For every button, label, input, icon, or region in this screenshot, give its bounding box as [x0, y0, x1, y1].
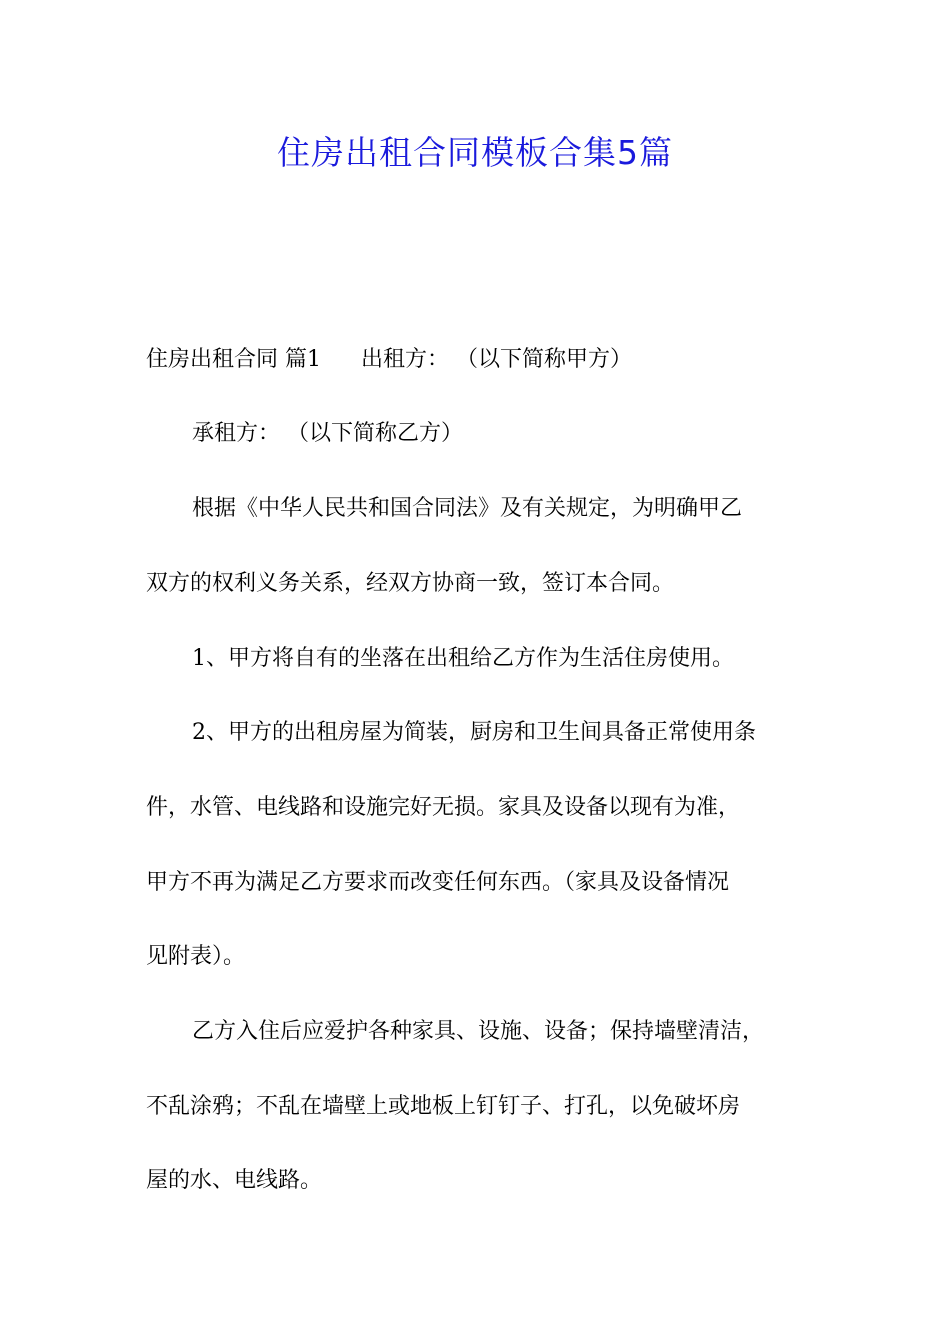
lessee-line: 承租方： （以下简称乙方）: [192, 421, 463, 446]
paragraph-line: 见附表）。: [146, 944, 246, 969]
paragraph-line: 甲方不再为满足乙方要求而改变任何东西。（家具及设备情况: [146, 870, 730, 895]
contract-section-label: 住房出租合同 篇1: [146, 347, 321, 372]
paragraph-line: 屋的水、电线路。: [146, 1168, 323, 1193]
paragraph-line: 件，水管、电线路和设施完好无损。家具及设备以现有为准，: [146, 795, 741, 820]
lessor-line: 出租方： （以下简称甲方）: [361, 347, 632, 372]
paragraph-line: 2、甲方的出租房屋为简装，厨房和卫生间具备正常使用条: [192, 720, 756, 745]
document-title: 住房出租合同模板合集5篇: [277, 133, 673, 172]
paragraph-line: 双方的权利义务关系，经双方协商一致，签订本合同。: [146, 571, 675, 596]
paragraph-line: 1、甲方将自有的坐落在出租给乙方作为生活住房使用。: [192, 646, 734, 671]
paragraph-line: 不乱涂鸦；不乱在墙壁上或地板上钉钉子、打孔，以免破坏房: [146, 1094, 741, 1119]
paragraph-line: 乙方入住后应爱护各种家具、设施、设备；保持墙壁清洁，: [192, 1019, 765, 1044]
contract-header-line: [146, 344, 836, 376]
paragraph-line: 根据《中华人民共和国合同法》及有关规定，为明确甲乙: [192, 496, 743, 521]
